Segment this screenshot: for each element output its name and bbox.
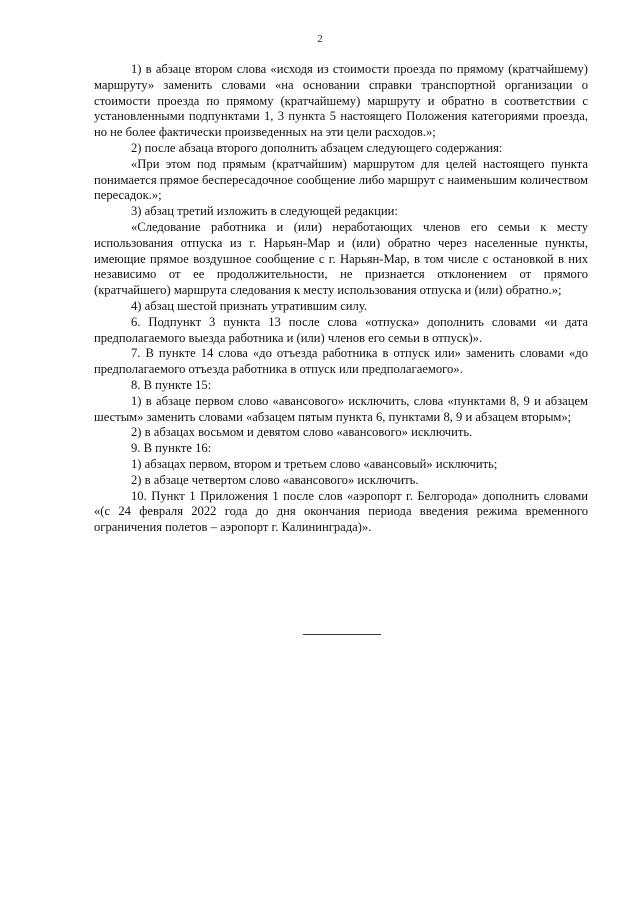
paragraph: «Следование работника и (или) неработающих членов его семьи к месту использования отпуска из г. Нарьян-Мар и (или) обратно через населенные пункты, имеющие прямое воздушное сообщение с г. Нарьян-Мар, в том числе с остановкой в них независимо от ее продолжительности, не признается отклонением от прямого (кратчайшего) маршрута следования к месту использования отпуска и (или) обратно.»; <box>94 219 588 298</box>
paragraph: 4) абзац шестой признать утратившим силу. <box>131 298 368 313</box>
paragraph: 1) в абзаце втором слова «исходя из стоимости проезда по прямому (кратчайшему) маршруту» заменить словами «на основании справки транспортной организации о стоимости проезда по прямому (кратчайшему) маршруту и обратно в соответствии с установленными подпунктами 1, 3 пункта 5 настоящего Положения категориями проезда, но не более фактически произведенных на эти цели расходов.»; <box>94 62 588 140</box>
paragraph: 6. Подпункт 3 пункта 13 после слова «отпуска» дополнить словами «и дата предполагаемого выезда работника и (или) членов его семьи в отпуск)». <box>94 314 588 345</box>
paragraph: 8. В пункте 15: <box>131 377 212 392</box>
paragraph: 1) в абзаце первом слово «авансового» исключить, слова «пунктами 8, 9 и абзацем шестым» заменить словами «абзацем пятым пункта 6, пунктами 8, 9 и абзацем вторым»; <box>94 393 588 424</box>
paragraph: 9. В пункте 16: <box>131 441 212 456</box>
page-number: 2 <box>317 33 323 45</box>
paragraph: 3) абзац третий изложить в следующей редакции: <box>131 204 398 219</box>
document-body <box>94 62 588 536</box>
paragraph: 2) в абзаце четвертом слово «авансового» исключить. <box>131 472 419 487</box>
end-divider-line <box>303 634 381 635</box>
paragraph: 1) абзацах первом, втором и третьем слово «авансовый» исключить; <box>131 456 498 471</box>
paragraph: 10. Пункт 1 Приложения 1 после слов «аэропорт г. Белгорода» дополнить словами «(с 24 февраля 2022 года до дня окончания периода введения режима временного ограничения полетов – аэропорт г. Калининграда)». <box>94 488 588 535</box>
paragraph: 2) в абзацах восьмом и девятом слово «авансового» исключить. <box>131 425 473 440</box>
paragraph: 2) после абзаца второго дополнить абзацем следующего содержания: <box>131 140 503 155</box>
paragraph: «При этом под прямым (кратчайшим) маршрутом для целей настоящего пункта понимается прямое беспересадочное сообщение либо маршрут с наименьшим количеством пересадок.»; <box>94 156 588 203</box>
paragraph: 7. В пункте 14 слова «до отъезда работника в отпуск или» заменить словами «до предполагаемого отъезда работника в отпуск или предполагаемого». <box>94 346 588 377</box>
